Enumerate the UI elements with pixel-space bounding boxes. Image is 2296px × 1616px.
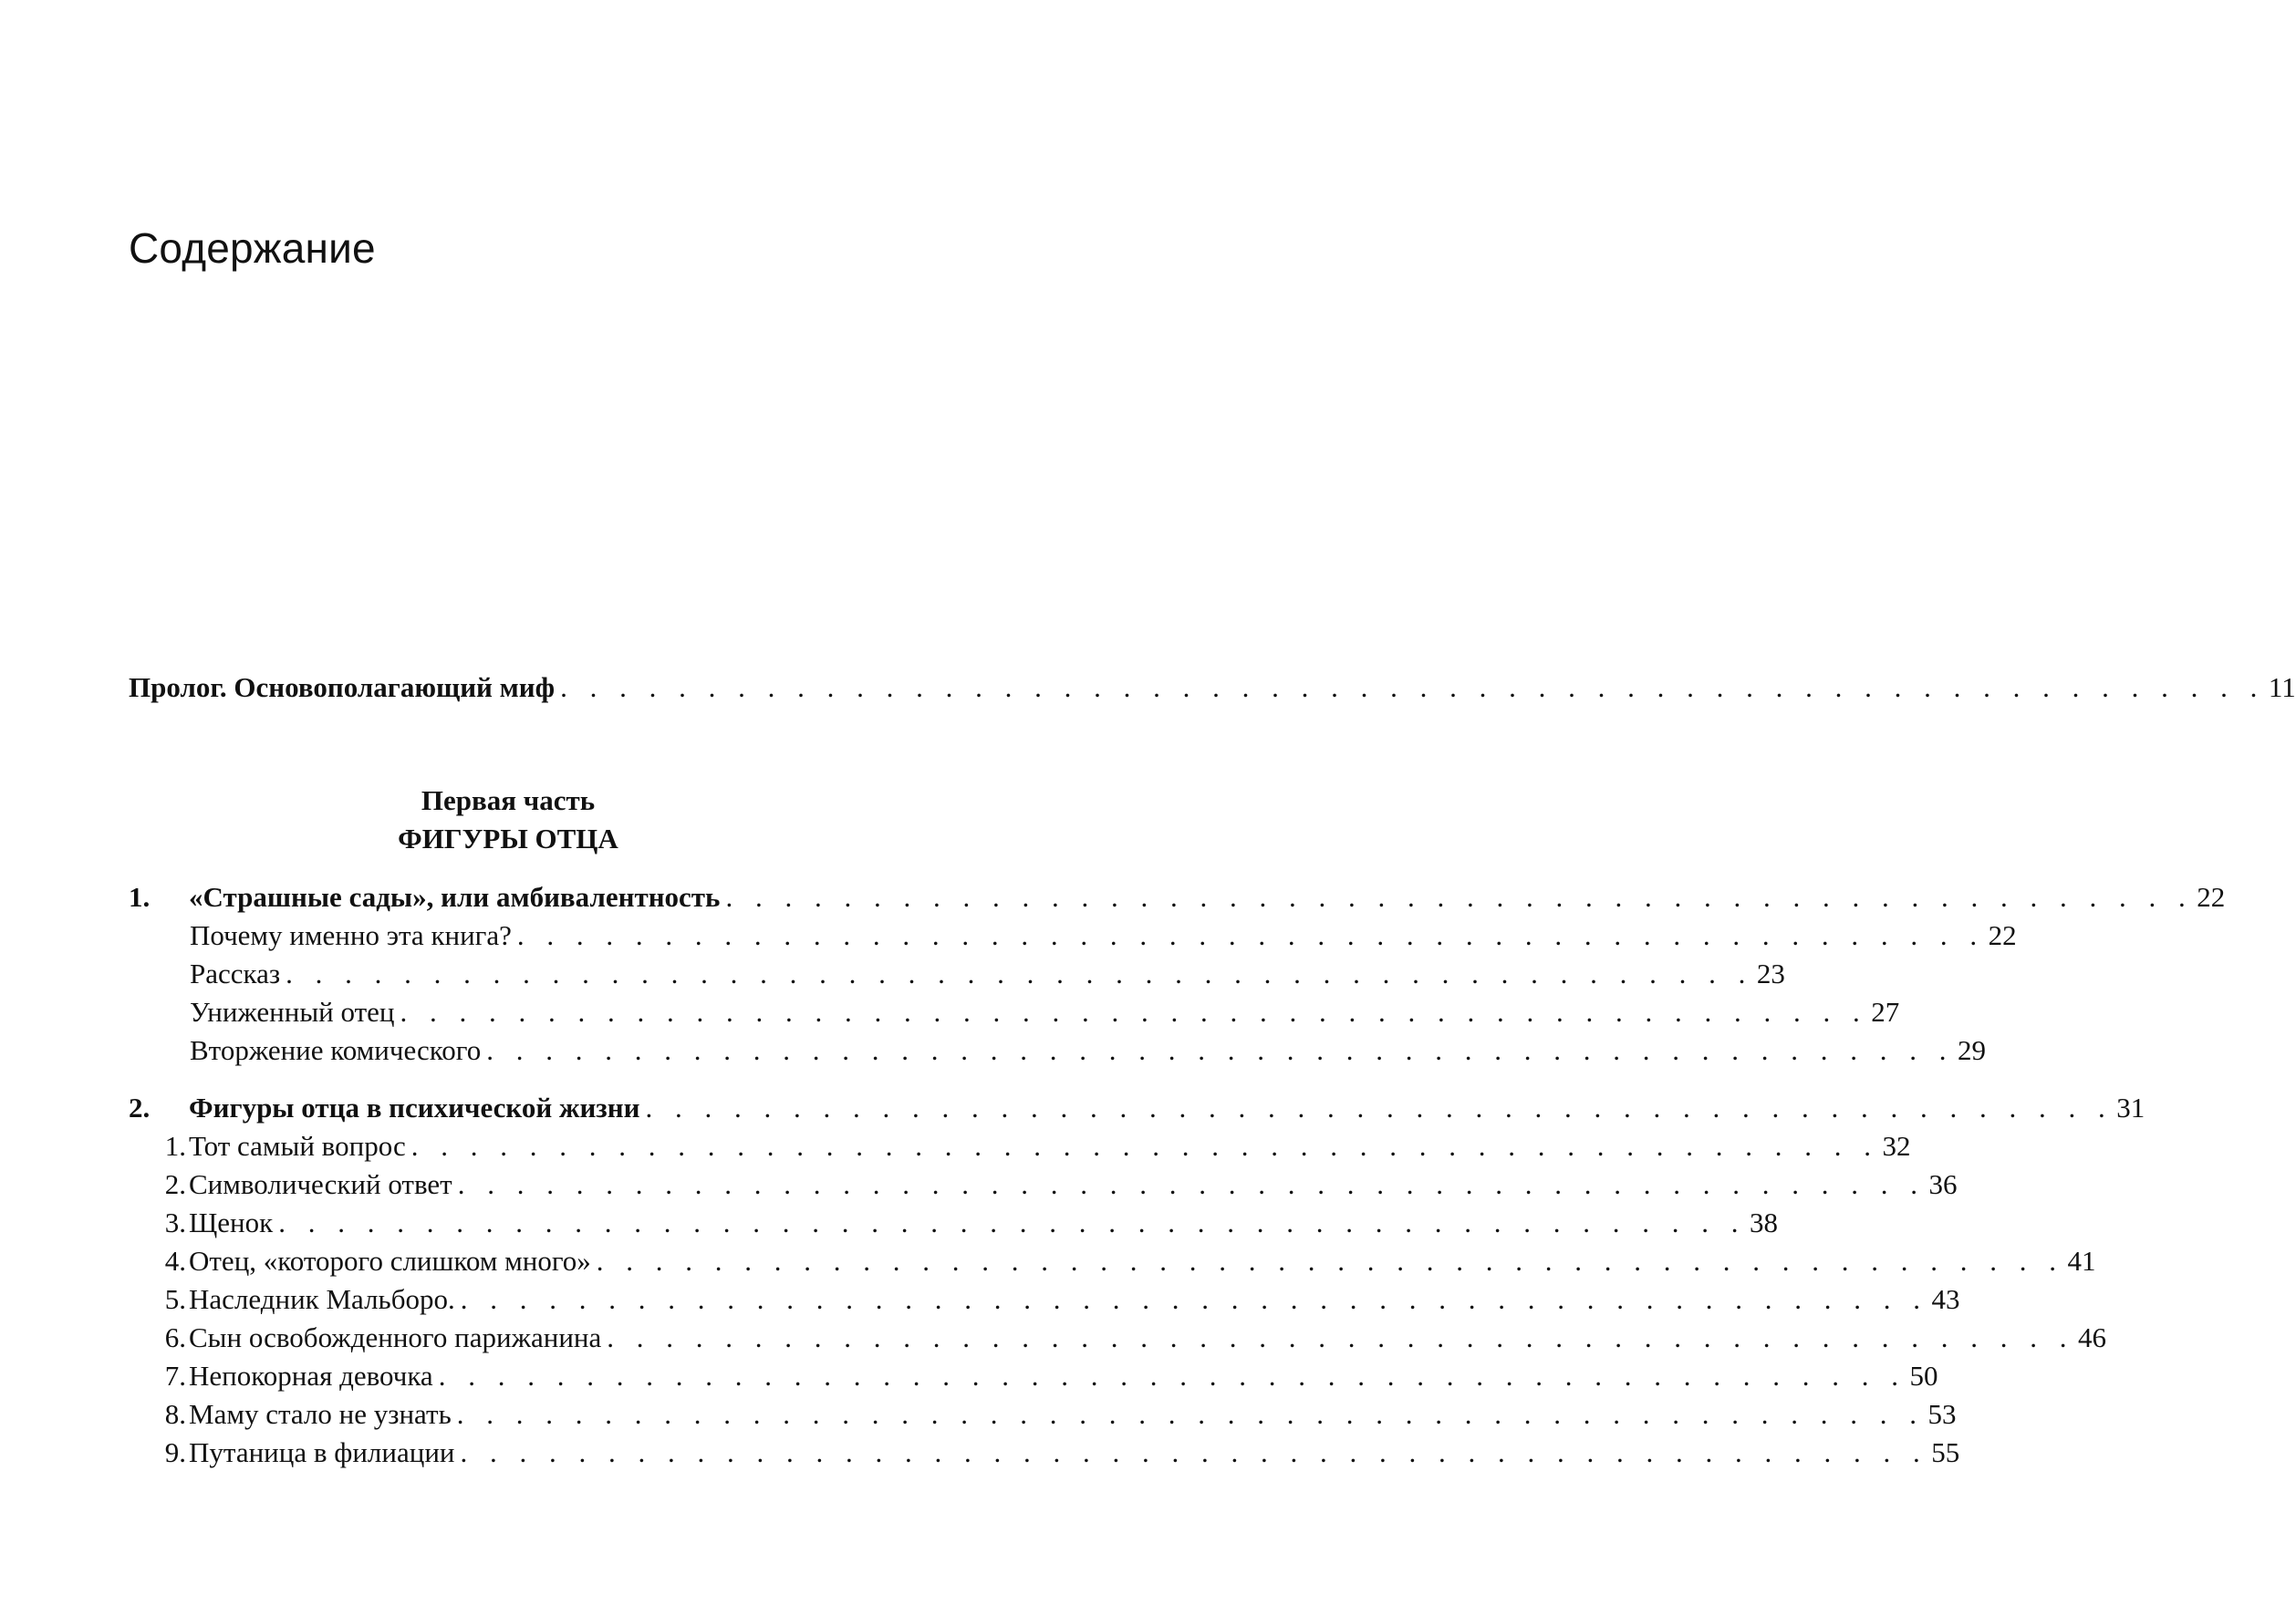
toc-page-number: 43 <box>1931 1283 1960 1315</box>
toc-entry-title: Символический ответ <box>189 1168 452 1200</box>
toc-entry-title: Униженный отец <box>190 996 395 1028</box>
toc-entry-title: Отец, «которого слишком много» <box>189 1245 591 1277</box>
toc-entry[interactable] <box>129 1280 1960 1319</box>
toc-entry-title: Наследник Мальборо. <box>189 1283 455 1315</box>
toc-entry[interactable] <box>129 1165 1958 1204</box>
toc-entry[interactable] <box>129 1434 1960 1472</box>
section-number: 4. <box>164 1245 186 1277</box>
toc-page-number: 22 <box>1988 919 2017 951</box>
toc-entry-chapter-1[interactable] <box>129 878 2226 917</box>
toc-entry-title: Сын освобожденного парижанина <box>189 1321 602 1353</box>
toc-entry[interactable] <box>190 917 2017 955</box>
dot-leader: . . . . . . . . . . . . . . . . . . . . . . . . . . . . . . . . . . . . . . . . . . . . . . . . . . <box>286 958 1753 989</box>
toc-page-number: 50 <box>1909 1360 1938 1392</box>
dot-leader: . . . . . . . . . . . . . . . . . . . . . . . . . . . . . . . . . . . . . . . . . . . . . . . . . . <box>725 881 2194 913</box>
chapter-number: 2. <box>129 1092 151 1124</box>
section-number: 6. <box>164 1321 186 1353</box>
toc-page-number: 32 <box>1882 1130 1911 1162</box>
part-title: ФИГУРЫ ОТЦА <box>398 823 618 855</box>
toc-entry[interactable] <box>129 1204 1778 1242</box>
section-number: 7. <box>164 1360 186 1392</box>
toc-entry-title: Почему именно эта книга? <box>190 919 512 951</box>
toc-entry[interactable] <box>129 1395 1957 1434</box>
toc-page-number: 38 <box>1749 1207 1778 1238</box>
dot-leader: . . . . . . . . . . . . . . . . . . . . . . . . . . . . . . . . . . . . . . . . . . . . . . . . . . <box>607 1321 2075 1353</box>
toc-entry-title: Тот самый вопрос <box>189 1130 406 1162</box>
part-label: Первая часть <box>421 784 596 816</box>
dot-leader: . . . . . . . . . . . . . . . . . . . . . . . . . . . . . . . . . . . . . . . . . . . . . . . . . . <box>460 1283 1928 1315</box>
dot-leader: . . . . . . . . . . . . . . . . . . . . . . . . . . . . . . . . . . . . . . . . . . . . . . . . . . <box>410 1130 1879 1162</box>
section-number: 1. <box>164 1130 186 1162</box>
toc-page-number: 23 <box>1756 958 1785 989</box>
toc-page-number: 31 <box>2116 1092 2145 1124</box>
dot-leader: . . . . . . . . . . . . . . . . . . . . . . . . . . . . . . . . . . . . . . . . . . . . . . . . . . <box>596 1245 2064 1277</box>
dot-leader: . . . . . . . . . . . . . . . . . . . . . . . . . . . . . . . . . . . . . . . . . . . . . . . . . . <box>516 919 1985 951</box>
toc-page-number: 55 <box>1931 1436 1960 1468</box>
section-number: 2. <box>164 1168 186 1200</box>
toc-page-number: 22 <box>2197 881 2226 913</box>
toc-page-number: 27 <box>1871 996 1900 1028</box>
toc-entry[interactable] <box>190 993 1900 1031</box>
section-number: 5. <box>164 1283 186 1315</box>
toc-entry-title: Пролог. Основополагающий миф <box>129 671 556 703</box>
toc-page-number: 29 <box>1957 1034 1986 1066</box>
dot-leader: . . . . . . . . . . . . . . . . . . . . . . . . . . . . . . . . . . . . . . . . . . . . . . . . . . . . . . . . . . <box>560 671 2265 703</box>
toc-page-number: 36 <box>1928 1168 1958 1200</box>
toc-entry-title: Маму стало не узнать <box>189 1398 452 1430</box>
section-number: 8. <box>164 1398 186 1430</box>
toc-entry-title: «Страшные сады», или амбивалентность <box>189 881 721 913</box>
toc-page-number: 46 <box>2078 1321 2107 1353</box>
toc-page-number: 53 <box>1927 1398 1957 1430</box>
dot-leader: . . . . . . . . . . . . . . . . . . . . . . . . . . . . . . . . . . . . . . . . . . . . . . . . . . <box>400 996 1868 1028</box>
dot-leader: . . . . . . . . . . . . . . . . . . . . . . . . . . . . . . . . . . . . . . . . . . . . . . . . . . <box>456 1398 1925 1430</box>
toc-entry[interactable] <box>129 1242 2096 1280</box>
dot-leader: . . . . . . . . . . . . . . . . . . . . . . . . . . . . . . . . . . . . . . . . . . . . . . . . . . <box>438 1360 1906 1392</box>
toc-entry-title: Непокорная девочка <box>189 1360 433 1392</box>
toc-entry[interactable] <box>129 1357 1938 1395</box>
dot-leader: . . . . . . . . . . . . . . . . . . . . . . . . . . . . . . . . . . . . . . . . . . . . . . . . . . <box>486 1034 1954 1066</box>
toc-entry-title: Щенок <box>189 1207 274 1238</box>
toc-page-number: 11 <box>2268 671 2296 703</box>
dot-leader: . . . . . . . . . . . . . . . . . . . . . . . . . . . . . . . . . . . . . . . . . . . . . . . . . . <box>278 1207 1746 1238</box>
chapter-number: 1. <box>129 881 151 913</box>
dot-leader: . . . . . . . . . . . . . . . . . . . . . . . . . . . . . . . . . . . . . . . . . . . . . . . . . . <box>645 1092 2114 1124</box>
toc-entry-title: Фигуры отца в психической жизни <box>189 1092 640 1124</box>
toc-entry-title: Путаница в филиации <box>189 1436 455 1468</box>
section-number: 9. <box>164 1436 186 1468</box>
toc-entry[interactable] <box>190 955 1785 993</box>
toc-entry[interactable] <box>129 1319 2107 1357</box>
toc-page-number: 41 <box>2067 1245 2096 1277</box>
dot-leader: . . . . . . . . . . . . . . . . . . . . . . . . . . . . . . . . . . . . . . . . . . . . . . . . . . <box>460 1436 1928 1468</box>
toc-entry-title: Рассказ <box>190 958 281 989</box>
toc-entry-prologue[interactable] <box>129 668 2296 707</box>
page-title: Содержание <box>129 224 376 272</box>
section-number: 3. <box>164 1207 186 1238</box>
toc-entry-title: Вторжение комического <box>190 1034 482 1066</box>
toc-entry-chapter-2[interactable] <box>129 1089 2145 1127</box>
toc-entry[interactable] <box>190 1031 1986 1070</box>
toc-entry[interactable] <box>129 1127 1911 1165</box>
dot-leader: . . . . . . . . . . . . . . . . . . . . . . . . . . . . . . . . . . . . . . . . . . . . . . . . . . <box>457 1168 1926 1200</box>
